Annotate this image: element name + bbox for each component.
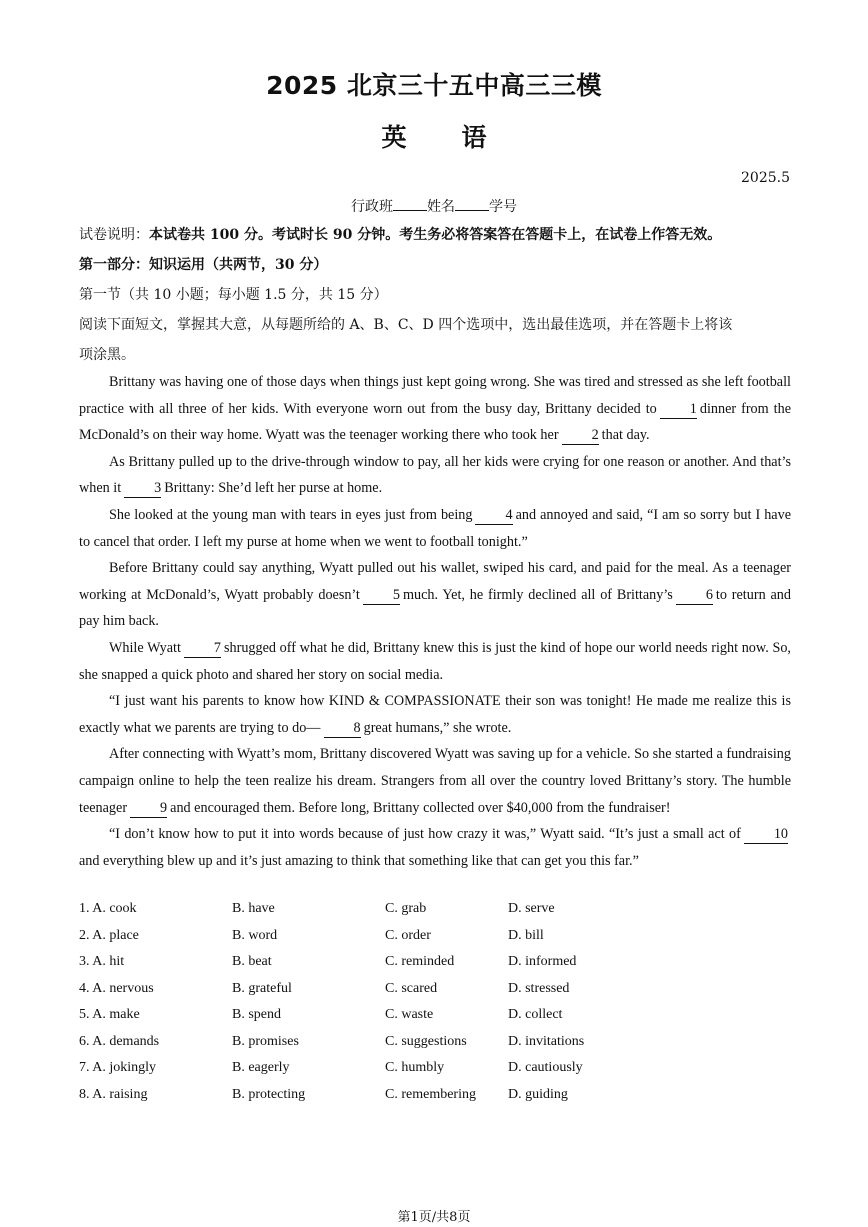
passage-text: While Wyatt	[109, 639, 181, 656]
instructions-prefix: 试卷说明：	[79, 227, 149, 243]
passage-text: to return and pay him back.	[79, 586, 791, 630]
passage-text: “I just want his parents to know how KIND & COMPASSIONATE their son was tonight! He made me realize this is exactly what we parents are trying to do—	[79, 693, 791, 736]
blank-5: 5	[363, 586, 400, 605]
option-b: B. spend	[232, 1007, 281, 1022]
option-row	[79, 1034, 791, 1061]
option-row	[79, 901, 791, 928]
option-c: C. reminded	[385, 954, 455, 969]
passage-text: and encouraged them. Before long, Brittany collected over $40,000 from the fundraiser!	[170, 799, 671, 816]
blank-3: 3	[124, 479, 161, 498]
option-a: 5. A. make	[79, 1007, 140, 1022]
directions-line-1: 阅读下面短文，掌握其大意，从每题所给的 A、B、C、D 四个选项中，选出最佳选项，并在答题卡上将该	[79, 317, 733, 333]
option-b: B. beat	[232, 954, 272, 969]
option-d: D. bill	[508, 927, 544, 943]
option-row	[79, 1087, 791, 1114]
blank-10: 10	[744, 825, 788, 844]
option-a: 7. A. jokingly	[79, 1060, 157, 1075]
passage-text: shrugged off what he did, Brittany knew this is just the kind of hope our world needs right now. So, she snapped a quick photo and shared her story on social media.	[79, 639, 791, 683]
passage-text: Brittany: She’d left her purse at home.	[164, 480, 383, 497]
option-b: B. word	[232, 927, 278, 943]
option-c: C. order	[385, 927, 431, 943]
option-c: C. scared	[385, 980, 438, 996]
option-row	[79, 981, 791, 1008]
name-blank	[455, 198, 489, 211]
option-a: 2. A. place	[79, 927, 139, 943]
option-a: 6. A. demands	[79, 1033, 160, 1049]
passage-text: She looked at the young man with tears in eyes just from being	[109, 506, 473, 523]
passage-text: Brittany was having one of those days when things just kept going wrong. She was tired and stressed as she left football practice with all three of her kids. With everyone worn out from the busy day, Brittany decided to	[79, 374, 791, 417]
answer-options	[79, 901, 791, 1113]
option-c: C. grab	[385, 901, 427, 916]
exam-date: 2025.5	[741, 170, 790, 186]
option-row	[79, 1007, 791, 1034]
blank-4: 4	[475, 506, 512, 525]
class-label: 行政班	[351, 199, 393, 215]
passage-text: “I don’t know how to put it into words because of just how crazy it was,” Wyatt said. “It’s just a small act of	[109, 826, 741, 843]
option-d: D. stressed	[508, 980, 570, 996]
part-one-heading: 第一部分：知识运用（共两节，30 分）	[79, 257, 328, 273]
blank-8: 8	[324, 719, 361, 738]
exam-title: 2025 北京三十五中高三三模	[266, 71, 602, 100]
blank-6: 6	[676, 586, 713, 605]
passage-text: and annoyed and said, “I am so sorry but I have to cancel that order. I left my purse at home when we went to football tonight.”	[79, 506, 791, 550]
passage-text: and everything blew up and it’s just amazing to think that something like that can get you this far.”	[79, 852, 639, 869]
blank-9: 9	[130, 799, 167, 818]
instructions-line	[79, 220, 791, 250]
instructions-body: 本试卷共 100 分。考试时长 90 分钟。考生务必将答案答在答题卡上，在试卷上作答无效。	[149, 227, 722, 243]
id-label: 学号	[489, 199, 517, 215]
option-a: 3. A. hit	[79, 954, 125, 969]
option-b: B. protecting	[232, 1086, 306, 1102]
option-d: D. guiding	[508, 1086, 568, 1102]
passage-paragraph	[79, 821, 791, 874]
option-a: 1. A. cook	[79, 901, 137, 916]
passage-paragraph	[79, 688, 791, 741]
blank-1: 1	[660, 400, 697, 419]
passage-text: Before Brittany could say anything, Wyatt pulled out his wallet, swiped his card, and paid for the meal. As a teenager working at McDonald’s, Wyatt probably doesn’t	[79, 560, 791, 603]
option-b: B. grateful	[232, 980, 292, 996]
name-label: 姓名	[427, 199, 455, 215]
option-d: D. collect	[508, 1007, 563, 1022]
passage-text: dinner from the McDonald’s on their way home. Wyatt was the teenager working there who took her	[79, 400, 791, 444]
passage-text: After connecting with Wyatt’s mom, Brittany discovered Wyatt was saving up for a vehicle. So she started a fundraising campaign online to help the teen realize his dream. Strangers from all over the country loved Brittany’s story. The humble teenager	[79, 746, 791, 816]
page-number: 第1页/共8页	[397, 1210, 471, 1225]
option-row	[79, 954, 791, 981]
passage-text: great humans,” she wrote.	[363, 719, 512, 736]
subject-title: 英语	[381, 123, 542, 152]
passage-paragraph	[79, 369, 791, 449]
option-c: C. humbly	[385, 1060, 445, 1075]
directions-line-2: 项涂黑。	[79, 347, 135, 363]
option-a: 8. A. raising	[79, 1086, 148, 1102]
passage-paragraph	[79, 741, 791, 821]
blank-7: 7	[184, 639, 221, 658]
passage-paragraph	[79, 555, 791, 635]
blank-2: 2	[562, 426, 599, 445]
option-d: D. informed	[508, 954, 577, 969]
option-a: 4. A. nervous	[79, 980, 154, 996]
option-c: C. suggestions	[385, 1033, 467, 1049]
option-row	[79, 928, 791, 955]
option-b: B. have	[232, 901, 275, 916]
cloze-passage	[79, 369, 791, 874]
section-one-heading: 第一节（共 10 小题；每小题 1.5 分，共 15 分）	[79, 287, 388, 303]
passage-text: As Brittany pulled up to the drive-through window to pay, all her kids were crying for one reason or another. And that’s when it	[79, 453, 791, 497]
exam-notes	[79, 220, 791, 370]
passage-paragraph	[79, 449, 791, 502]
class-blank	[393, 198, 427, 211]
option-b: B. promises	[232, 1033, 299, 1049]
option-c: C. remembering	[385, 1086, 476, 1102]
passage-paragraph	[79, 635, 791, 688]
option-d: D. invitations	[508, 1033, 585, 1049]
option-d: D. serve	[508, 901, 555, 916]
option-row	[79, 1060, 791, 1087]
student-info-line	[0, 196, 868, 216]
option-c: C. waste	[385, 1007, 434, 1022]
passage-text: much. Yet, he firmly declined all of Brittany’s	[402, 586, 673, 603]
option-d: D. cautiously	[508, 1060, 583, 1075]
passage-paragraph	[79, 502, 791, 555]
option-b: B. eagerly	[232, 1060, 290, 1075]
passage-text: that day.	[601, 427, 650, 444]
